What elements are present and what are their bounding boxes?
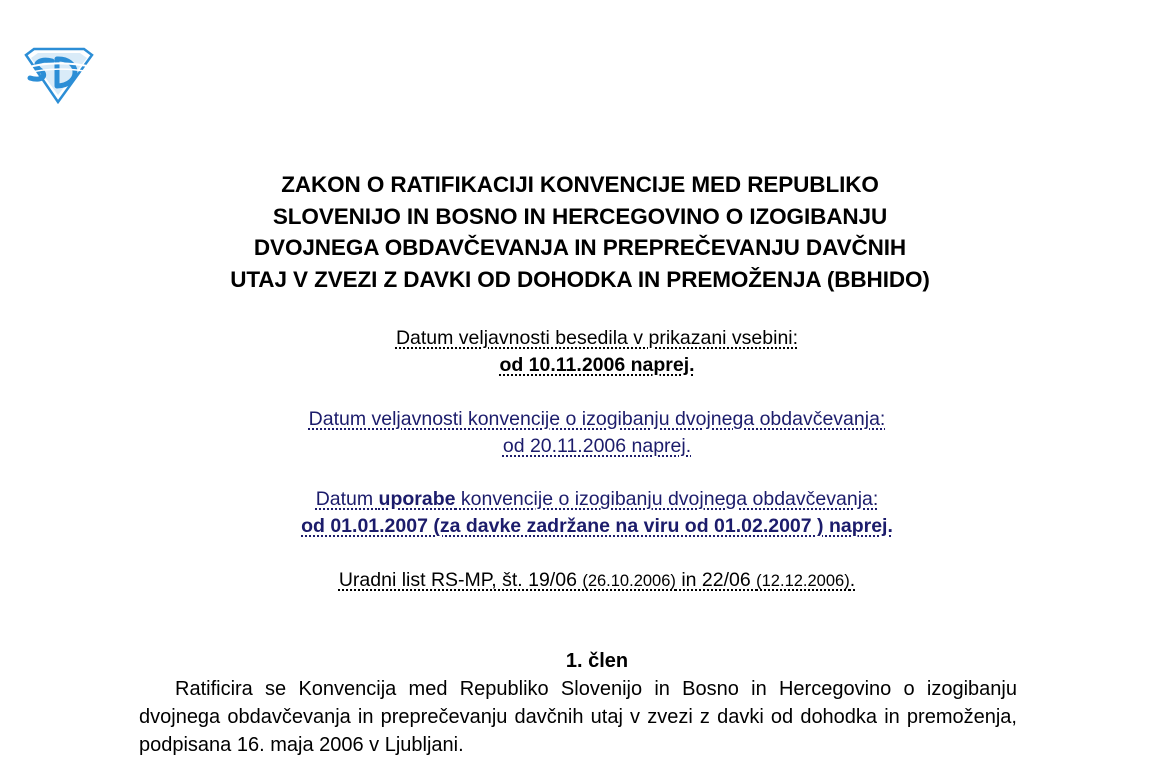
gazette-date1: (26.10.2006)	[582, 572, 676, 590]
text-validity-label: Datum veljavnosti besedila v prikazani vsebini:	[395, 327, 799, 349]
sd-logo	[22, 46, 96, 104]
convention-use-label-part2: konvencije o izogibanju dvojnega obdavčevanja:	[455, 488, 879, 510]
text-validity-value: od 10.11.2006 naprej.	[499, 354, 695, 376]
convention-validity-block	[0, 406, 1157, 460]
convention-use-value: od 01.01.2007 (za davke zadržane na viru od 01.02.2007 ) naprej.	[301, 515, 893, 537]
title-line: SLOVENIJO IN BOSNO IN HERCEGOVINO O IZOGIBANJU	[272, 203, 888, 229]
title-line: ZAKON O RATIFIKACIJI KONVENCIJE MED REPUBLIKO	[281, 172, 879, 197]
official-gazette-reference	[0, 567, 1157, 595]
document-title	[120, 169, 1040, 295]
text-validity-block	[0, 325, 1157, 379]
article-heading: 1. člen	[565, 650, 629, 672]
convention-use-label-bold: uporabe	[378, 488, 456, 510]
convention-validity-label: Datum veljavnosti konvencije o izogibanju dvojnega obdavčevanja:	[308, 408, 886, 430]
convention-use-label	[316, 488, 879, 510]
convention-use-label-part1: Datum	[315, 488, 379, 510]
gazette-date2: (12.12.2006)	[756, 572, 850, 590]
title-line: UTAJ V ZVEZI Z DAVKI OD DOHODKA IN PREMOŽENJA (BBHIDO)	[230, 266, 930, 292]
gazette-part1: Uradni list RS-MP, št. 19/06	[338, 569, 583, 591]
convention-use-block	[0, 486, 1157, 540]
article-text: Ratificira se Konvencija med Republiko Slovenijo in Bosno in Hercegovino o izogibanju dvojnega obdavčevanja in preprečevanju davčnih utaj v zvezi z davki od dohodka in premoženja, podpisana 16. maja 2006 v Ljubljani.	[139, 678, 1017, 756]
title-line: DVOJNEGA OBDAVČEVANJA IN PREPREČEVANJU DAVČNIH	[253, 235, 907, 260]
gazette-part3: .	[849, 569, 856, 591]
convention-validity-value: od 20.11.2006 naprej.	[502, 435, 692, 457]
gazette-part2: in 22/06	[675, 569, 757, 591]
sd-shield-logo-icon	[22, 46, 96, 104]
gazette-text	[339, 569, 855, 591]
